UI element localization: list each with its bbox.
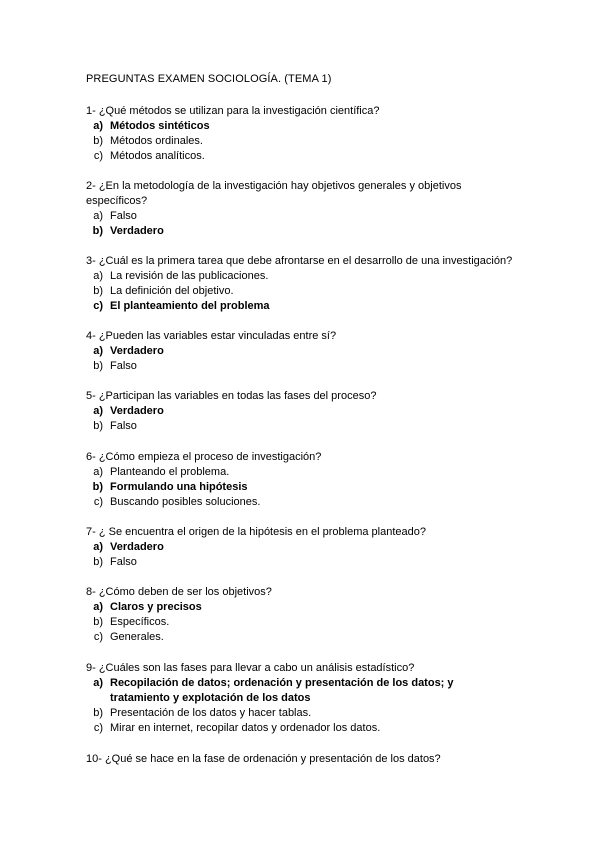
option-text: Falso [110, 420, 137, 432]
option-b [86, 555, 526, 570]
question-9 [86, 661, 486, 736]
document-title: PREGUNTAS EXAMEN SOCIOLOGÍA. (TEMA 1) [86, 73, 332, 85]
option-letter: a) [93, 541, 103, 553]
option-letter: b) [93, 420, 103, 432]
option-letter: a) [93, 270, 103, 282]
option-a [86, 465, 526, 480]
question-3 [86, 254, 536, 314]
option-c [86, 299, 536, 314]
option-c [86, 630, 526, 645]
option-letter: b) [93, 360, 103, 372]
option-text: Falso [110, 210, 137, 222]
option-a [86, 344, 526, 359]
question-text: 8- ¿Cómo deben de ser los objetivos? [86, 586, 272, 598]
option-text: Métodos ordinales. [110, 135, 203, 147]
question-6 [86, 450, 526, 510]
option-letter: b) [92, 225, 103, 237]
question-5 [86, 389, 526, 434]
option-letter: b) [93, 556, 103, 568]
option-letter: c) [93, 496, 103, 508]
option-b [86, 224, 486, 239]
question-text: 6- ¿Cómo empieza el proceso de investigación? [86, 451, 322, 463]
option-text: Claros y precisos [110, 601, 202, 613]
option-letter: b) [92, 481, 103, 493]
option-letter: b) [93, 285, 103, 297]
option-text: Presentación de los datos y hacer tablas. [110, 707, 312, 719]
question-4 [86, 329, 526, 374]
option-text: Falso [110, 360, 137, 372]
option-text: Mirar en internet, recopilar datos y ordenador los datos. [110, 722, 381, 734]
option-letter: a) [93, 120, 103, 132]
question-text: 2- ¿En la metodología de la investigación hay objetivos generales y objetivos específicos? [86, 180, 462, 207]
option-text: Buscando posibles soluciones. [110, 496, 261, 508]
option-b [86, 419, 526, 434]
option-c [86, 149, 526, 164]
question-text: 4- ¿Pueden las variables estar vinculadas entre sí? [86, 330, 337, 342]
option-letter: c) [93, 722, 103, 734]
question-text: 9- ¿Cuáles son las fases para llevar a cabo un análisis estadístico? [86, 662, 415, 674]
option-text: Verdadero [110, 225, 164, 237]
question-1 [86, 104, 526, 164]
option-text: La definición del objetivo. [110, 285, 234, 297]
option-b [86, 134, 526, 149]
option-a [86, 600, 526, 615]
question-text: 3- ¿Cuál es la primera tarea que debe afrontarse en el desarrollo de una investigación? [86, 255, 513, 267]
option-text: Planteando el problema. [110, 466, 230, 478]
option-a [86, 269, 536, 284]
option-b [86, 284, 536, 299]
option-a [86, 404, 526, 419]
question-text: 5- ¿Participan las variables en todas las fases del proceso? [86, 390, 377, 402]
question-8 [86, 585, 526, 645]
question-text: 7- ¿ Se encuentra el origen de la hipótesis en el problema planteado? [86, 526, 427, 538]
option-letter: c) [93, 150, 103, 162]
option-letter: c) [93, 300, 103, 312]
question-text: 1- ¿Qué métodos se utilizan para la investigación científica? [86, 105, 380, 117]
option-letter: a) [93, 466, 103, 478]
option-a [86, 119, 526, 134]
option-text: Verdadero [110, 541, 164, 553]
option-text: Verdadero [110, 345, 164, 357]
option-text: Generales. [110, 631, 164, 643]
option-text: El planteamiento del problema [110, 300, 270, 312]
question-2 [86, 179, 486, 239]
option-letter: a) [93, 345, 103, 357]
option-b [86, 615, 526, 630]
option-letter: a) [93, 210, 103, 222]
option-c [86, 495, 526, 510]
option-text: Recopilación de datos; ordenación y presentación de los datos; y tratamiento y explotación de los datos [110, 677, 454, 704]
option-b [86, 359, 526, 374]
option-c [86, 721, 486, 736]
option-b [86, 706, 486, 721]
option-a [86, 540, 526, 555]
option-text: Formulando una hipótesis [110, 481, 248, 493]
option-a [86, 676, 486, 706]
option-text: La revisión de las publicaciones. [110, 270, 269, 282]
option-letter: c) [93, 631, 103, 643]
option-text: Métodos sintéticos [110, 120, 210, 132]
option-text: Verdadero [110, 405, 164, 417]
option-text: Métodos analíticos. [110, 150, 205, 162]
option-text: Falso [110, 556, 137, 568]
question-10 [86, 752, 526, 767]
option-text: Específicos. [110, 616, 170, 628]
option-b [86, 480, 526, 495]
option-letter: b) [93, 616, 103, 628]
option-letter: b) [93, 135, 103, 147]
option-letter: a) [93, 601, 103, 613]
question-7 [86, 525, 526, 570]
option-letter: b) [93, 707, 103, 719]
option-letter: a) [93, 677, 103, 689]
option-letter: a) [93, 405, 103, 417]
option-a [86, 209, 486, 224]
question-text: 10- ¿Qué se hace en la fase de ordenación y presentación de los datos? [86, 753, 441, 765]
